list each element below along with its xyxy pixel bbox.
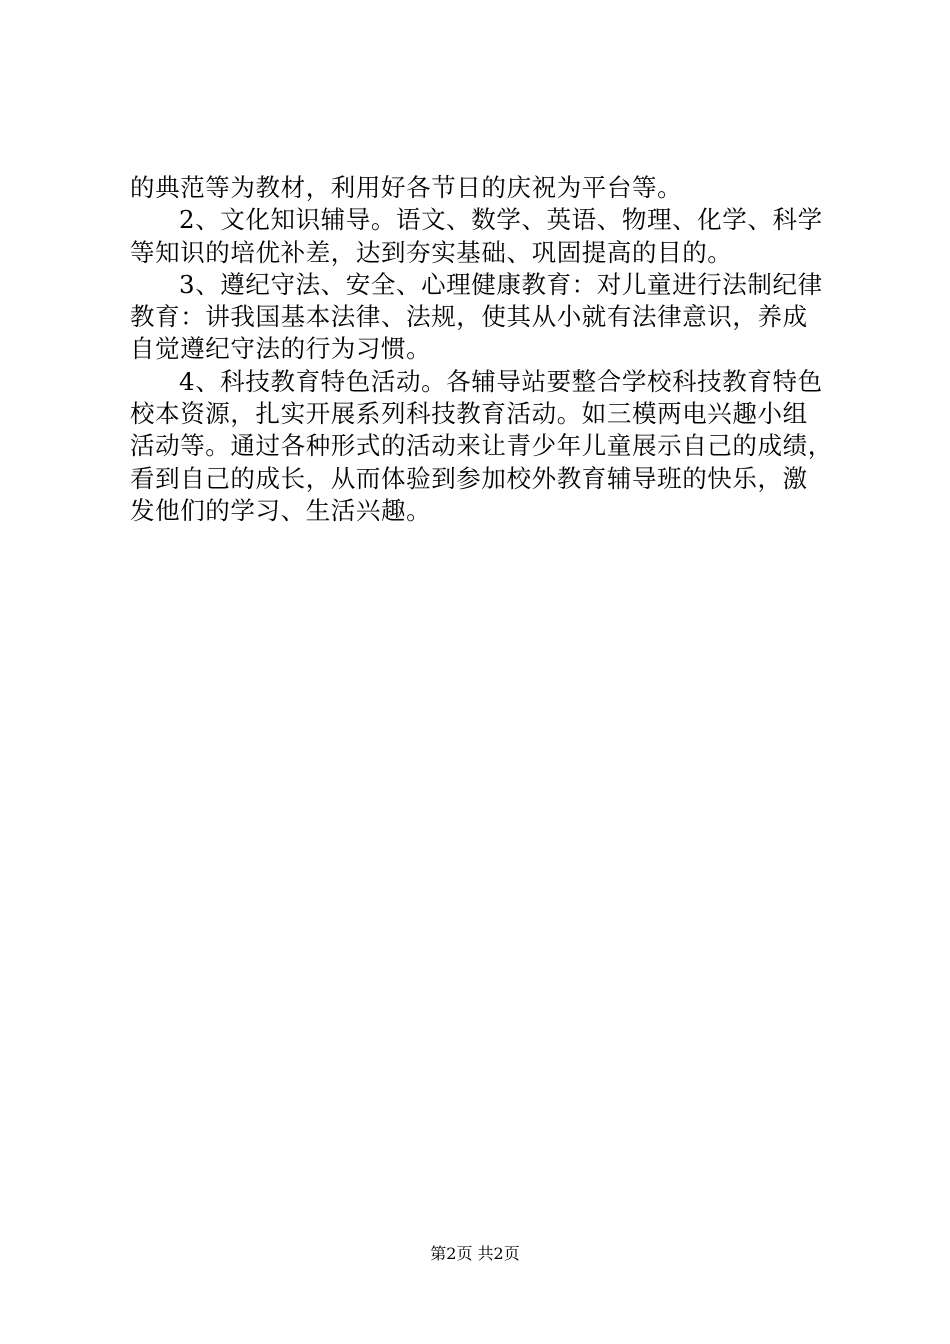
text-line: 校本资源，扎实开展系列科技教育活动。如三模两电兴趣小组 [130,399,808,429]
text-line: 发他们的学习、生活兴趣。 [130,495,432,525]
document-body [130,172,833,527]
paragraph-3-line: 3、遵纪守法、安全、心理健康教育：对儿童进行法制纪律 [179,269,823,299]
paragraph-2-line: 2、文化知识辅导。语文、数学、英语、物理、化学、科学 [179,205,823,235]
text-line: 教育：讲我国基本法律、法规，使其从小就有法律意识，养成 [130,302,808,332]
text-line: 自觉遵纪守法的行为习惯。 [130,334,432,364]
paragraph-4-line: 4、科技教育特色活动。各辅导站要整合学校科技教育特色 [179,366,823,396]
text-line: 活动等。通过各种形式的活动来让青少年儿童展示自己的成绩， [130,431,833,461]
text-line: 等知识的培优补差，达到夯实基础、巩固提高的目的。 [130,237,733,267]
page-number-footer: 第2页 共2页 [430,1244,520,1263]
text-line: 看到自己的成长，从而体验到参加校外教育辅导班的快乐，激 [130,463,808,493]
text-line: 的典范等为教材，利用好各节日的庆祝为平台等。 [130,173,683,202]
